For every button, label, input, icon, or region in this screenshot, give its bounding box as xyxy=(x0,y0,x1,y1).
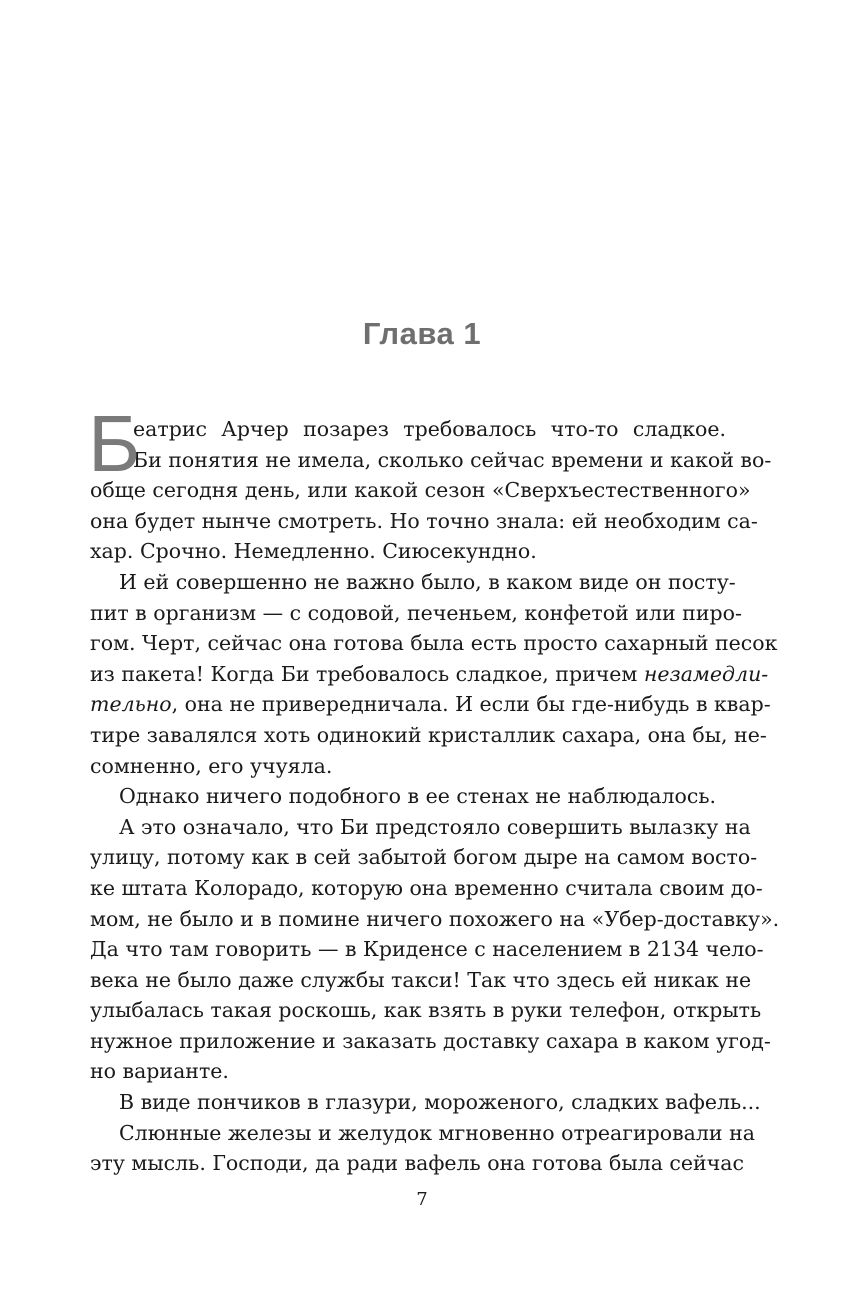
text-line: Слюнные железы и желудок мгновенно отреагировали на xyxy=(119,1120,755,1145)
text-line: Би понятия не имела, сколько сейчас времени и какой во- xyxy=(133,447,772,472)
text-line: сомненно, его учуяла. xyxy=(90,753,333,778)
text-line: эту мысль. Господи, да ради вафель она готова была сейчас xyxy=(90,1151,744,1176)
text-line xyxy=(90,689,771,720)
text-line: еатрис Арчер позарез требовалось что-то сладкое. xyxy=(133,417,726,441)
text-line: улицу, потому как в сей забытой богом дыре на самом восто- xyxy=(90,845,758,870)
text-line: ке штата Колорадо, которую она временно считала своим до- xyxy=(90,875,763,900)
text-line: Однако ничего подобного в ее стенах не наблюдалось. xyxy=(119,784,717,809)
text-line: И ей совершенно не важно было, в каком виде он посту- xyxy=(119,569,736,594)
chapter-title: Глава 1 xyxy=(362,316,482,351)
text-line: пит в организм — с содовой, печеньем, конфетой или пиро- xyxy=(90,600,742,625)
text-line: века не было даже службы такси! Так что здесь ей никак не xyxy=(90,967,752,992)
text-line: мом, не было и в помине ничего похожего на «Убер-доставку». xyxy=(90,906,780,931)
chapter-body xyxy=(88,399,780,1179)
drop-cap: Б xyxy=(88,399,141,488)
page-number: 7 xyxy=(416,1189,428,1210)
text-line: обще сегодня день, или какой сезон «Сверхъестественного» xyxy=(90,478,751,503)
emphasis-text: незамедли- xyxy=(643,661,769,686)
text-line: А это означало, что Би предстояло совершить вылазку на xyxy=(119,814,751,839)
text-fragment: , она не привередничала. И если бы где-нибудь в квар- xyxy=(171,692,771,717)
text-line: но варианте. xyxy=(90,1059,229,1084)
text-line: нужное приложение и заказать доставку сахара в каком угод- xyxy=(90,1028,771,1053)
text-line: тире завалялся хоть одинокий кристаллик сахара, она бы, не- xyxy=(90,722,767,747)
text-fragment: из пакета! Когда Би требовалось сладкое, причем xyxy=(90,661,644,686)
text-line: В виде пончиков в глазури, мороженого, сладких вафель... xyxy=(119,1090,761,1115)
emphasis-text: тельно xyxy=(90,692,172,717)
text-line: Да что там говорить — в Криденсе с населением в 2134 чело- xyxy=(90,937,764,962)
text-line: хар. Срочно. Немедленно. Сиюсекундно. xyxy=(90,539,537,564)
text-line xyxy=(90,659,769,690)
text-line: улыбалась такая роскошь, как взять в руки телефон, открыть xyxy=(90,998,762,1023)
text-line: она будет нынче смотреть. Но точно знала: ей необходим са- xyxy=(90,508,758,533)
text-line: гом. Черт, сейчас она готова была есть просто сахарный песок xyxy=(90,631,778,656)
